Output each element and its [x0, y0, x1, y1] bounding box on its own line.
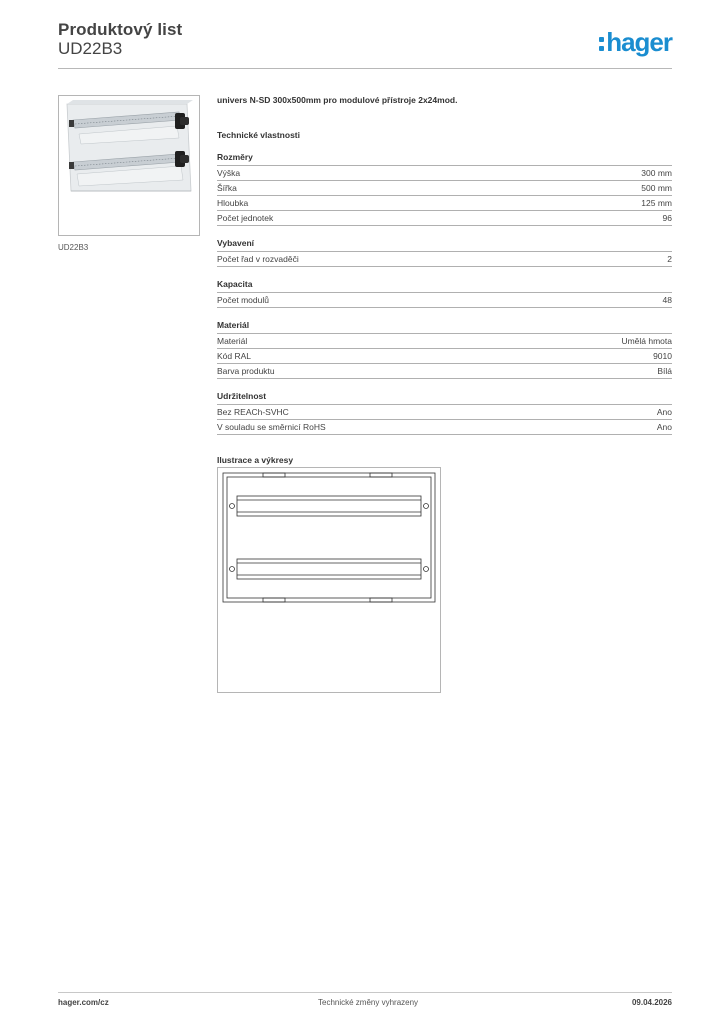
spec-row: Kód RAL 9010 [217, 349, 672, 364]
product-photo [58, 95, 200, 236]
logo-dots-icon [599, 35, 604, 53]
product-code: UD22B3 [58, 39, 123, 58]
front-view-drawing [218, 468, 440, 692]
section-sustainability [217, 391, 672, 435]
section-dimensions [217, 152, 672, 226]
footer-date: 09.04.2026 [631, 998, 672, 1007]
spec-row: Výška 300 mm [217, 166, 672, 181]
header-divider [58, 68, 672, 69]
page-title: Produktový list [58, 20, 183, 39]
product-photo-image [59, 96, 199, 235]
spec-row: Hloubka 125 mm [217, 196, 672, 211]
hager-logo: hager [599, 27, 672, 58]
page-header [58, 20, 672, 70]
photo-caption: UD22B3 [58, 243, 89, 252]
spec-row: Počet modulů 48 [217, 293, 672, 308]
spec-row: Bez REACh-SVHC Ano [217, 405, 672, 420]
section-title: Udržitelnost [217, 391, 672, 405]
spec-row: V souladu se směrnicí RoHS Ano [217, 420, 672, 435]
product-details [217, 95, 672, 465]
section-capacity [217, 279, 672, 308]
spec-row: Počet řad v rozvaděči 2 [217, 252, 672, 267]
drawings-heading: Ilustrace a výkresy [217, 455, 294, 465]
footer-note: Technické změny vyhrazeny [318, 998, 419, 1007]
section-title: Vybavení [217, 238, 672, 252]
section-title: Materiál [217, 320, 672, 334]
section-equipment [217, 238, 672, 267]
spec-row: Počet jednotek 96 [217, 211, 672, 226]
technical-drawing [217, 467, 441, 693]
section-title: Rozměry [217, 152, 672, 166]
footer-divider [58, 992, 672, 993]
footer-website-link[interactable]: hager.com/cz [58, 998, 109, 1007]
section-material [217, 320, 672, 379]
spec-row: Materiál Umělá hmota [217, 334, 672, 349]
technical-properties-heading: Technické vlastnosti [217, 130, 300, 140]
section-title: Kapacita [217, 279, 672, 293]
product-title: univers N-SD 300x500mm pro modulové přístroje 2x24mod. [217, 95, 458, 105]
spec-row: Barva produktu Bílá [217, 364, 672, 379]
spec-row: Šířka 500 mm [217, 181, 672, 196]
